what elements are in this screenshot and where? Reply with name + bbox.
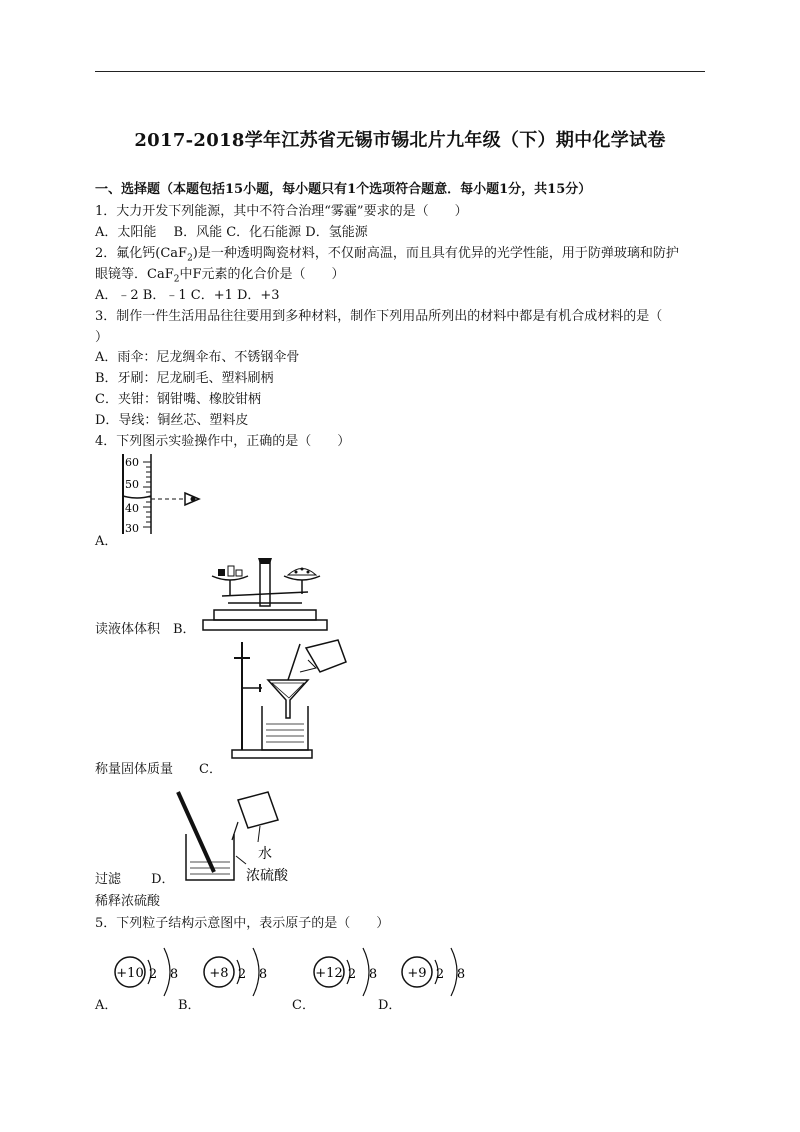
q2-stem bbox=[95, 245, 679, 268]
acid-label: 浓硫酸 bbox=[246, 868, 288, 884]
atom-diagram-d bbox=[399, 940, 479, 1008]
q5-label-d: D． bbox=[378, 998, 402, 1013]
q2-stem-part-a: 2．氟化钙(CaF bbox=[95, 246, 188, 261]
page-title: 2017-2018学年江苏省无锡市锡北片九年级（下）期中化学试卷 bbox=[134, 130, 666, 151]
atom-a-shell2: 8 bbox=[169, 967, 179, 982]
q4-caption-d-end: 稀释浓硫酸 bbox=[95, 894, 161, 909]
q3-option-a: A．雨伞：尼龙绸伞布、不锈钢伞骨 bbox=[95, 350, 300, 365]
q2-stem2-part-b: 中F元素的化合价是（ ） bbox=[179, 267, 345, 282]
q1-stem: 1．大力开发下列能源，其中不符合治理“雾霾”要求的是（ ） bbox=[95, 204, 468, 219]
q2-stem2-part-a: 眼镜等．CaF bbox=[95, 267, 174, 282]
dilution-figure bbox=[172, 786, 312, 886]
section-heading: 一、选择题（本题包括15小题，每小题只有1个选项符合题意．每小题1分，共15分） bbox=[95, 182, 592, 197]
q1-options: A．太阳能 B．风能 C．化石能源 D．氢能源 bbox=[95, 225, 368, 240]
q5-label-b: B． bbox=[178, 998, 201, 1013]
cyl-tick-30: 30 bbox=[125, 522, 139, 535]
q3-stem-end: ） bbox=[95, 330, 109, 345]
q2-subscript-2: 2 bbox=[173, 274, 180, 285]
q3-option-c: C．夹钳：钢钳嘴、橡胶钳柄 bbox=[95, 392, 261, 407]
atom-a-nucleus: +10 bbox=[116, 966, 144, 981]
water-label: 水 bbox=[258, 846, 272, 862]
cyl-tick-50: 50 bbox=[125, 478, 139, 491]
atom-d-shell2: 8 bbox=[456, 967, 466, 982]
q3-option-d: D．导线：铜丝芯、塑料皮 bbox=[95, 413, 249, 428]
atom-diagram-b bbox=[201, 940, 281, 1008]
filtration-figure bbox=[212, 638, 362, 768]
balance-scale-figure bbox=[200, 556, 330, 634]
atom-c-shell1: 2 bbox=[347, 967, 357, 982]
q5-stem: 5．下列粒子结构示意图中，表示原子的是（ ） bbox=[95, 916, 390, 931]
atom-c-nucleus: +12 bbox=[315, 966, 343, 981]
cyl-tick-60: 60 bbox=[125, 456, 139, 469]
q4-caption-d: 过滤 D． bbox=[95, 872, 175, 887]
atom-d-nucleus: +9 bbox=[407, 966, 427, 981]
q4-option-a-label: A． bbox=[95, 534, 118, 549]
q4-stem: 4．下列图示实验操作中，正确的是（ ） bbox=[95, 434, 351, 449]
header-rule bbox=[95, 71, 705, 72]
q5-label-c: C． bbox=[292, 998, 315, 1013]
atom-c-shell2: 8 bbox=[368, 967, 378, 982]
atom-b-shell1: 2 bbox=[237, 967, 247, 982]
atom-b-shell2: 8 bbox=[258, 967, 268, 982]
cyl-tick-40: 40 bbox=[125, 502, 139, 515]
q4-caption-c: 称量固体质量 C． bbox=[95, 762, 222, 777]
graduated-cylinder-figure bbox=[115, 452, 215, 537]
q2-stem-line2 bbox=[95, 266, 344, 289]
q3-stem: 3．制作一件生活用品往往要用到多种材料，制作下列用品所列出的材料中都是有机合成材料的是（ bbox=[95, 309, 663, 324]
q3-option-b: B．牙刷：尼龙刷毛、塑料刷柄 bbox=[95, 371, 274, 386]
atom-a-shell1: 2 bbox=[148, 967, 158, 982]
atom-d-shell1: 2 bbox=[435, 967, 445, 982]
q2-options: A．﹣2 B．﹣1 C．+1 D．+3 bbox=[95, 288, 280, 303]
q5-label-a: A． bbox=[95, 998, 118, 1013]
q2-subscript: 2 bbox=[187, 253, 193, 264]
atom-b-nucleus: +8 bbox=[209, 966, 229, 981]
q2-stem-part-b: )是一种透明陶瓷材料，不仅耐高温，而且具有优异的光学性能，用于防弹玻璃和防护 bbox=[192, 246, 679, 261]
q4-caption-b: 读液体体积 B． bbox=[95, 622, 196, 637]
